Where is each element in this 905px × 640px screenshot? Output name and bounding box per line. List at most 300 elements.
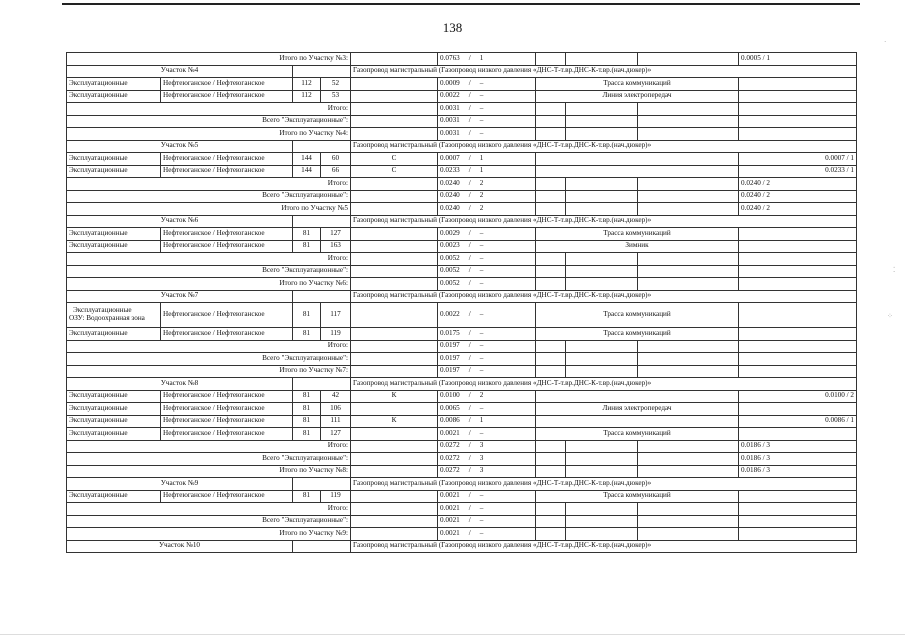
category: Эксплуатационные [73, 306, 132, 315]
total-row [67, 115, 857, 128]
area-value-cell [438, 190, 536, 203]
object-count: 1 [479, 416, 484, 425]
section-label: Участок №5 [67, 140, 293, 153]
area-value: 0.0031 [440, 116, 460, 125]
area-value-cell [438, 353, 536, 366]
value-separator: / [468, 403, 471, 412]
category-cell [67, 303, 161, 328]
value-separator: / [468, 91, 471, 100]
field-name: Нефтеюганское / Нефтеюганское [161, 153, 293, 166]
last-value: 0.0100 / 2 [739, 390, 857, 403]
spacer-cell [536, 515, 566, 528]
total-row [67, 503, 857, 516]
area-value-cell [438, 503, 536, 516]
note-cell [638, 115, 739, 128]
value-separator: / [468, 353, 471, 362]
object-count: 3 [479, 466, 484, 475]
last-value [739, 240, 857, 253]
area-value: 0.0197 [440, 366, 460, 375]
object-count: – [479, 503, 484, 512]
spacer-cell [536, 190, 566, 203]
object-count: 2 [479, 391, 484, 400]
area-value-cell [438, 415, 536, 428]
note-cell [638, 203, 739, 216]
object-count: – [479, 341, 484, 350]
far-value: 0.0240 / 2 [739, 190, 857, 203]
note-cell [638, 278, 739, 291]
data-row [67, 90, 857, 103]
code-cell [351, 465, 438, 478]
value-separator: / [468, 116, 471, 125]
quarter-number: 81 [293, 403, 321, 416]
object-count: – [479, 128, 484, 137]
area-value-cell [438, 440, 536, 453]
area-value-cell [438, 390, 536, 403]
far-value [739, 340, 857, 353]
section-number: 127 [321, 228, 351, 241]
object-count: – [479, 266, 484, 275]
section-spacer [293, 65, 351, 78]
note-cell [638, 453, 739, 466]
code-cell [351, 503, 438, 516]
area-value-cell [438, 328, 536, 341]
note-cell [638, 503, 739, 516]
far-value [739, 265, 857, 278]
code-cell [351, 78, 438, 91]
area-value: 0.0233 [440, 166, 460, 175]
area-value: 0.0240 [440, 203, 460, 212]
note-text [536, 153, 739, 166]
total-label: Итого по Участку №9: [67, 528, 351, 541]
section-spacer [293, 378, 351, 391]
note-cell [638, 465, 739, 478]
area-value-cell [438, 228, 536, 241]
note-cell [638, 190, 739, 203]
object-count: – [479, 516, 484, 525]
category: Эксплуатационные [67, 328, 161, 341]
code-cell [351, 515, 438, 528]
spacer-cell [566, 465, 638, 478]
field-name: Нефтеюганское / Нефтеюганское [161, 490, 293, 503]
area-value: 0.0100 [440, 391, 460, 400]
field-name: Нефтеюганское / Нефтеюганское [161, 415, 293, 428]
total-label: Всего "Эксплуатационные": [67, 515, 351, 528]
value-separator: / [468, 128, 471, 137]
last-value: 0.0007 / 1 [739, 153, 857, 166]
value-separator: / [468, 528, 471, 537]
far-value: 0.0186 / 3 [739, 453, 857, 466]
last-value: 0.0233 / 1 [739, 165, 857, 178]
area-value-cell [438, 453, 536, 466]
section-number: 119 [321, 490, 351, 503]
area-value-cell [438, 303, 536, 328]
spacer-cell [566, 115, 638, 128]
spacer-cell [566, 278, 638, 291]
note-cell [638, 53, 739, 66]
object-count: 3 [479, 453, 484, 462]
category: Эксплуатационные [67, 165, 161, 178]
code-cell [351, 403, 438, 416]
area-value-cell [438, 53, 536, 66]
spacer-cell [536, 115, 566, 128]
area-value: 0.0240 [440, 178, 460, 187]
spacer-cell [566, 340, 638, 353]
area-value: 0.0021 [440, 503, 460, 512]
spacer-cell [536, 128, 566, 141]
total-label: Итого по Участку №7: [67, 365, 351, 378]
object-count: – [479, 403, 484, 412]
spacer-cell [566, 203, 638, 216]
total-row [67, 365, 857, 378]
area-value: 0.0272 [440, 453, 460, 462]
total-label: Всего "Эксплуатационные": [67, 265, 351, 278]
area-value-cell [438, 115, 536, 128]
section-header-row [67, 215, 857, 228]
far-value: 0.0186 / 3 [739, 465, 857, 478]
far-value [739, 115, 857, 128]
area-value: 0.0272 [440, 441, 460, 450]
note-text: Трасса коммуникаций [536, 328, 739, 341]
value-separator: / [468, 266, 471, 275]
register-table [66, 52, 857, 553]
code-cell [351, 440, 438, 453]
area-value-cell [438, 265, 536, 278]
category: Эксплуатационные [67, 90, 161, 103]
total-label: Итого по Участку №3: [67, 53, 351, 66]
area-value-cell [438, 203, 536, 216]
area-value: 0.0022 [440, 91, 460, 100]
note-text: Трасса коммуникаций [536, 428, 739, 441]
code-cell [351, 190, 438, 203]
section-label: Участок №9 [67, 478, 293, 491]
register-body [67, 53, 857, 553]
code-cell [351, 265, 438, 278]
area-value: 0.0052 [440, 266, 460, 275]
area-value-cell [438, 165, 536, 178]
far-value [739, 278, 857, 291]
area-value: 0.0052 [440, 278, 460, 287]
note-cell [638, 340, 739, 353]
total-label: Итого по Участку №8: [67, 465, 351, 478]
total-row [67, 178, 857, 191]
scan-mark: ⁘ [887, 312, 893, 320]
section-label: Участок №6 [67, 215, 293, 228]
value-separator: / [468, 341, 471, 350]
far-value: 0.0005 / 1 [739, 53, 857, 66]
code-cell [351, 90, 438, 103]
value-separator: / [468, 453, 471, 462]
area-value-cell [438, 103, 536, 116]
section-header-row [67, 65, 857, 78]
last-value [739, 490, 857, 503]
total-label: Итого по Участку №6: [67, 278, 351, 291]
spacer-cell [536, 53, 566, 66]
total-row [67, 190, 857, 203]
code-cell [351, 203, 438, 216]
area-value: 0.0021 [440, 516, 460, 525]
section-header-row [67, 540, 857, 553]
object-count: – [479, 228, 484, 237]
note-text: Трасса коммуникаций [536, 490, 739, 503]
spacer-cell [566, 515, 638, 528]
spacer-cell [536, 178, 566, 191]
spacer-cell [566, 190, 638, 203]
category: Эксплуатационные [67, 390, 161, 403]
section-number: 52 [321, 78, 351, 91]
code-cell [351, 528, 438, 541]
object-count: – [479, 253, 484, 262]
area-value: 0.0175 [440, 328, 460, 337]
far-value [739, 353, 857, 366]
object-count: – [479, 241, 484, 250]
spacer-cell [536, 353, 566, 366]
note-cell [638, 440, 739, 453]
total-label: Всего "Эксплуатационные": [67, 115, 351, 128]
data-row [67, 403, 857, 416]
object-count: – [479, 278, 484, 287]
object-count: 2 [479, 203, 484, 212]
spacer-cell [566, 503, 638, 516]
spacer-cell [566, 253, 638, 266]
quarter-number: 81 [293, 390, 321, 403]
pipeline-title: Газопровод магистральный (Газопровод низкого давления «ДНС-Т-т.вр.ДНС-К-т.вр.(нач.дюкер)» [351, 378, 857, 391]
bottom-scan-edge [0, 634, 905, 635]
total-label: Итого: [67, 440, 351, 453]
object-count: 1 [479, 53, 484, 62]
code-cell: С [351, 165, 438, 178]
object-count: – [479, 310, 484, 319]
pipeline-title: Газопровод магистральный (Газопровод низкого давления «ДНС-Т-т.вр.ДНС-К-т.вр.(нач.дюкер)» [351, 140, 857, 153]
field-name: Нефтеюганское / Нефтеюганское [161, 165, 293, 178]
total-label: Итого: [67, 178, 351, 191]
field-name: Нефтеюганское / Нефтеюганское [161, 78, 293, 91]
note-cell [638, 365, 739, 378]
far-value [739, 528, 857, 541]
spacer-cell [566, 265, 638, 278]
spacer-cell [536, 253, 566, 266]
area-value: 0.0065 [440, 403, 460, 412]
area-value-cell [438, 90, 536, 103]
last-value: 0.0086 / 1 [739, 415, 857, 428]
section-spacer [293, 215, 351, 228]
quarter-number: 81 [293, 490, 321, 503]
last-value [739, 90, 857, 103]
total-row [67, 440, 857, 453]
object-count: – [479, 428, 484, 437]
section-label: Участок №4 [67, 65, 293, 78]
object-count: – [479, 91, 484, 100]
note-cell [638, 178, 739, 191]
value-separator: / [468, 516, 471, 525]
section-header-row [67, 378, 857, 391]
object-count: – [479, 116, 484, 125]
object-count: – [479, 353, 484, 362]
value-separator: / [468, 153, 471, 162]
total-label: Всего "Эксплуатационные": [67, 190, 351, 203]
area-value-cell [438, 153, 536, 166]
data-row [67, 490, 857, 503]
pipeline-title: Газопровод магистральный (Газопровод низкого давления «ДНС-Т-т.вр.ДНС-К-т.вр.(нач.дюкер)» [351, 478, 857, 491]
area-value-cell [438, 365, 536, 378]
data-row [67, 228, 857, 241]
area-value: 0.0197 [440, 353, 460, 362]
category: Эксплуатационные [67, 490, 161, 503]
code-cell [351, 453, 438, 466]
data-row [67, 240, 857, 253]
field-name: Нефтеюганское / Нефтеюганское [161, 403, 293, 416]
spacer-cell [566, 528, 638, 541]
object-count: 2 [479, 191, 484, 200]
data-row [67, 78, 857, 91]
category-zone: ОЗУ: Водоохранная зона [69, 314, 145, 322]
category: Эксплуатационные [67, 415, 161, 428]
value-separator: / [468, 416, 471, 425]
scan-mark: ⁚ [893, 266, 896, 274]
category: Эксплуатационные [67, 78, 161, 91]
value-separator: / [468, 166, 471, 175]
last-value [739, 228, 857, 241]
pipeline-title: Газопровод магистральный (Газопровод низкого давления «ДНС-Т-т.вр.ДНС-К-т.вр.(нач.дюкер)» [351, 215, 857, 228]
area-value-cell [438, 340, 536, 353]
value-separator: / [468, 328, 471, 337]
code-cell [351, 253, 438, 266]
quarter-number: 112 [293, 90, 321, 103]
top-rule [62, 3, 860, 5]
last-value [739, 403, 857, 416]
value-separator: / [468, 53, 471, 62]
note-text: Линия электропередач [536, 90, 739, 103]
area-value: 0.0021 [440, 428, 460, 437]
code-cell [351, 53, 438, 66]
far-value [739, 128, 857, 141]
section-number: 117 [321, 303, 351, 328]
section-number: 66 [321, 165, 351, 178]
code-cell [351, 328, 438, 341]
spacer-cell [566, 453, 638, 466]
spacer-cell [536, 365, 566, 378]
object-count: – [479, 103, 484, 112]
area-value: 0.0007 [440, 153, 460, 162]
area-value: 0.0031 [440, 103, 460, 112]
quarter-number: 81 [293, 228, 321, 241]
section-spacer [293, 540, 351, 553]
section-header-row [67, 290, 857, 303]
quarter-number: 112 [293, 78, 321, 91]
area-value: 0.0029 [440, 228, 460, 237]
area-value-cell [438, 178, 536, 191]
area-value-cell [438, 278, 536, 291]
note-cell [638, 265, 739, 278]
value-separator: / [468, 78, 471, 87]
area-value: 0.0240 [440, 191, 460, 200]
area-value-cell [438, 240, 536, 253]
area-value: 0.0009 [440, 78, 460, 87]
area-value: 0.0052 [440, 253, 460, 262]
value-separator: / [468, 391, 471, 400]
spacer-cell [536, 103, 566, 116]
code-cell [351, 178, 438, 191]
spacer-cell [536, 265, 566, 278]
category: Эксплуатационные [67, 228, 161, 241]
total-row [67, 340, 857, 353]
total-row [67, 265, 857, 278]
total-row [67, 453, 857, 466]
spacer-cell [536, 453, 566, 466]
note-text [536, 165, 739, 178]
far-value [739, 515, 857, 528]
field-name: Нефтеюганское / Нефтеюганское [161, 303, 293, 328]
object-count: 1 [479, 166, 484, 175]
code-cell [351, 240, 438, 253]
area-value: 0.0021 [440, 528, 460, 537]
spacer-cell [536, 528, 566, 541]
spacer-cell [536, 503, 566, 516]
object-count: 2 [479, 178, 484, 187]
object-count: 3 [479, 441, 484, 450]
note-cell [638, 353, 739, 366]
last-value [739, 328, 857, 341]
area-value-cell [438, 403, 536, 416]
spacer-cell [536, 340, 566, 353]
value-separator: / [468, 253, 471, 262]
pipeline-title: Газопровод магистральный (Газопровод низкого давления «ДНС-Т-т.вр.ДНС-К-т.вр.(нач.дюкер)» [351, 65, 857, 78]
total-row [67, 103, 857, 116]
object-count: 1 [479, 153, 484, 162]
section-number: 163 [321, 240, 351, 253]
value-separator: / [468, 103, 471, 112]
total-row [67, 128, 857, 141]
code-cell [351, 353, 438, 366]
section-number: 53 [321, 90, 351, 103]
code-cell [351, 490, 438, 503]
spacer-cell [566, 53, 638, 66]
area-value: 0.0086 [440, 416, 460, 425]
field-name: Нефтеюганское / Нефтеюганское [161, 390, 293, 403]
far-value [739, 503, 857, 516]
data-row [67, 415, 857, 428]
quarter-number: 81 [293, 415, 321, 428]
object-count: – [479, 78, 484, 87]
code-cell [351, 103, 438, 116]
value-separator: / [468, 228, 471, 237]
spacer-cell [536, 203, 566, 216]
page-number: 138 [442, 20, 463, 35]
last-value [739, 303, 857, 328]
note-text [536, 415, 739, 428]
total-row [67, 278, 857, 291]
code-cell [351, 228, 438, 241]
data-row [67, 328, 857, 341]
area-value-cell [438, 515, 536, 528]
section-number: 119 [321, 328, 351, 341]
area-value: 0.0022 [440, 310, 460, 319]
spacer-cell [566, 128, 638, 141]
note-cell [638, 515, 739, 528]
field-name: Нефтеюганское / Нефтеюганское [161, 228, 293, 241]
section-label: Участок №8 [67, 378, 293, 391]
quarter-number: 144 [293, 153, 321, 166]
quarter-number: 81 [293, 428, 321, 441]
section-spacer [293, 140, 351, 153]
total-row [67, 528, 857, 541]
object-count: – [479, 328, 484, 337]
value-separator: / [468, 203, 471, 212]
pipeline-title: Газопровод магистральный (Газопровод низкого давления «ДНС-Т-т.вр.ДНС-К-т.вр.(нач.дюкер)» [351, 540, 857, 553]
field-name: Нефтеюганское / Нефтеюганское [161, 90, 293, 103]
value-separator: / [468, 441, 471, 450]
value-separator: / [468, 466, 471, 475]
value-separator: / [468, 278, 471, 287]
